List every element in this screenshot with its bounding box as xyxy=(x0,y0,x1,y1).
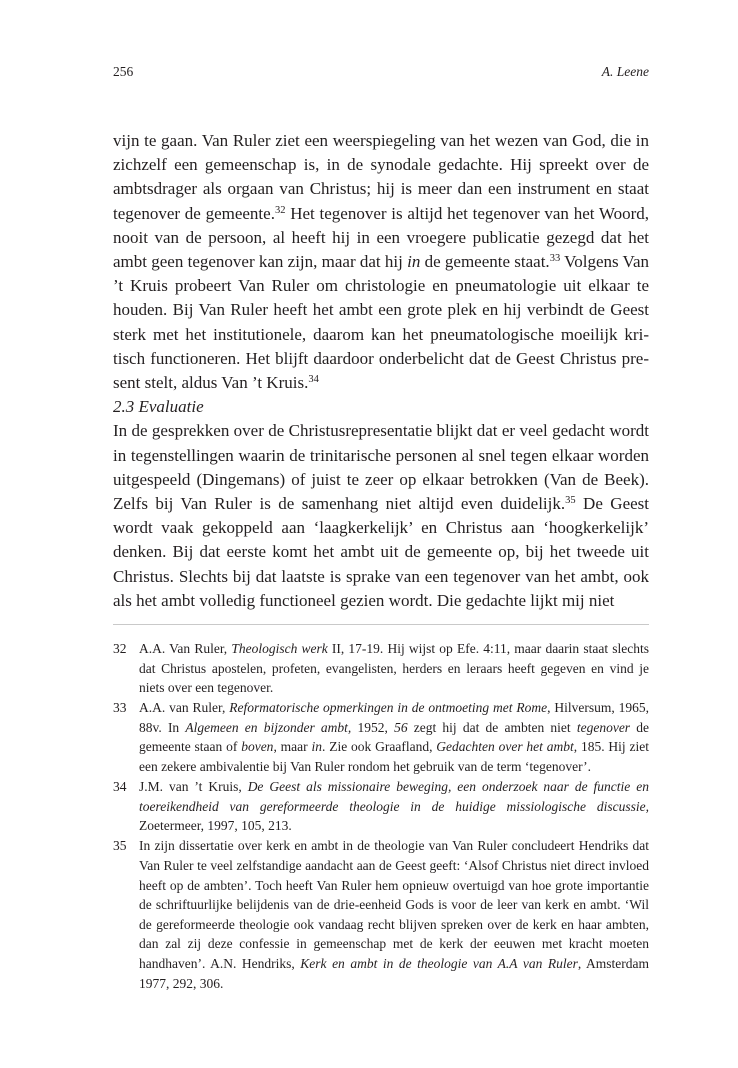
paragraph-1: vijn te gaan. Van Ruler ziet een weerspiegeling van het wezen van God, die in zichzelf een gemeenschap is, in de synodale gedachte. Hij spreekt over de ambtsdrager als orgaan van Christus; hij is meer dan een instrument en staat tegenover de gemeente.$^{32}$ Het tegenover is altijd het tegenover van het Woord, nooit van de persoon, al heeft hij in een vroegere publicatie gezegd dat het ambt geen tegenover kan zijn, maar dat hij in de gemeente staat.$^{33}$ Volgens Van ’t Kruis probeert Van Ruler om christologie en pneumatologie uit elkaar te houden. Bij Van Ruler heeft het ambt een grote plek en hij verbindt de Geest sterk met het institutionele, daarom kan het pneumatologische moeilijk kritisch functioneren. Het blijft daardoor onderbelicht dat de Geest Christus present stelt, aldus Van ’t Kruis.$^{34}$ xyxy=(113,131,650,393)
footnote-ref-34[interactable]: 34 xyxy=(308,374,319,386)
footnote-35: 35 In zijn dissertatie over kerk en ambt in de theologie van Van Ruler concludeert Hendriks dat Van Ruler te veel zelfstandige aandacht aan de Geest geeft: ‘Alsof Christus niet direct invloed heeft op de ambten’. Toch heeft Van Ruler hem opnieuw overtuigd van hoe grote importantie de schriftuurlijke belijdenis van de drie-eenheid Gods is voor de leer van kerk en ambt. ‘Wil de gereformeerde theologie ook vandaag recht blijven spreken over de kerk en haar ambten, dan zal zij deze confessie in gemeenschap met de kerk der eeuwen met kracht moeten handhaven’. A.N. Hendriks, Kerk en ambt in de theologie van A.A van Ruler, Amsterdam 1977, 292, 306. xyxy=(113,838,649,991)
section-heading: 2.3 Evaluatie xyxy=(113,397,204,417)
footnote-32: 32 A.A. Van Ruler, Theologisch werk II, 17-19. Hij wijst op Efe. 4:11, maar daarin staat slechts dat Christus apostelen, profeten, evangelisten, herders en leraars heeft gegeven en vind je niets over een tegenover. xyxy=(113,641,649,696)
footnote-number: 34 xyxy=(113,779,127,795)
body-text xyxy=(113,129,649,613)
footnote-number: 33 xyxy=(113,700,127,716)
paragraph-2: In de gesprekken over de Christusrepresentatie blijkt dat er veel gedacht wordt in tegenstellingen waarin de trinitarische personen al snel tegen elkaar worden uitgespeeld (Dingemans) of juist te zeer op elkaar betrokken (Van de Beek). Zelfs bij Van Ruler is de samenhang niet altijd even duidelijk.$^{35}$ De Geest wordt vaak gekoppeld aan ‘laagkerkelijk’ en Christus aan ‘hoogkerkelijk’ denken. Bij dat eerste komt het ambt uit de gemeente op, bij het tweede uit Christus. Slechts bij dat laatste is sprake van een tegenover van het ambt, ook als het ambt volledig functioneel gezien wordt. Die gedachte lijkt mij niet xyxy=(113,421,650,610)
footnote-33: 33 A.A. van Ruler, Reformatorische opmerkingen in de ontmoeting met Rome, Hilversum, 1965, 88v. In Algemeen en bijzonder ambt, 1952, 56 zegt hij dat de ambten niet tegenover de gemeente staan of boven, maar in. Zie ook Graafland, Gedachten over het ambt, 185. Hij ziet een zekere ambivalentie bij Van Ruler rondom het gebruik van de term ‘tegenover’. xyxy=(113,700,650,775)
footnote-divider xyxy=(113,624,649,625)
footnote-ref-35[interactable]: 35 xyxy=(565,495,576,507)
footnote-number: 35 xyxy=(113,838,127,854)
footnote-34: 34 J.M. van ’t Kruis, De Geest als missionaire beweging, een onderzoek naar de functie en toereikendheid van gereformeerde theologie in de huidige missiologische discussie, Zoetermeer, 1997, 105, 213. xyxy=(113,779,649,834)
page-number: 256 xyxy=(113,64,134,79)
footnote-number: 32 xyxy=(113,641,127,656)
running-author: A. Leene xyxy=(601,64,649,79)
footnote-ref-33[interactable]: 33 xyxy=(549,253,561,265)
footnotes xyxy=(113,639,649,994)
footnote-ref-32[interactable]: 32 xyxy=(274,204,286,216)
